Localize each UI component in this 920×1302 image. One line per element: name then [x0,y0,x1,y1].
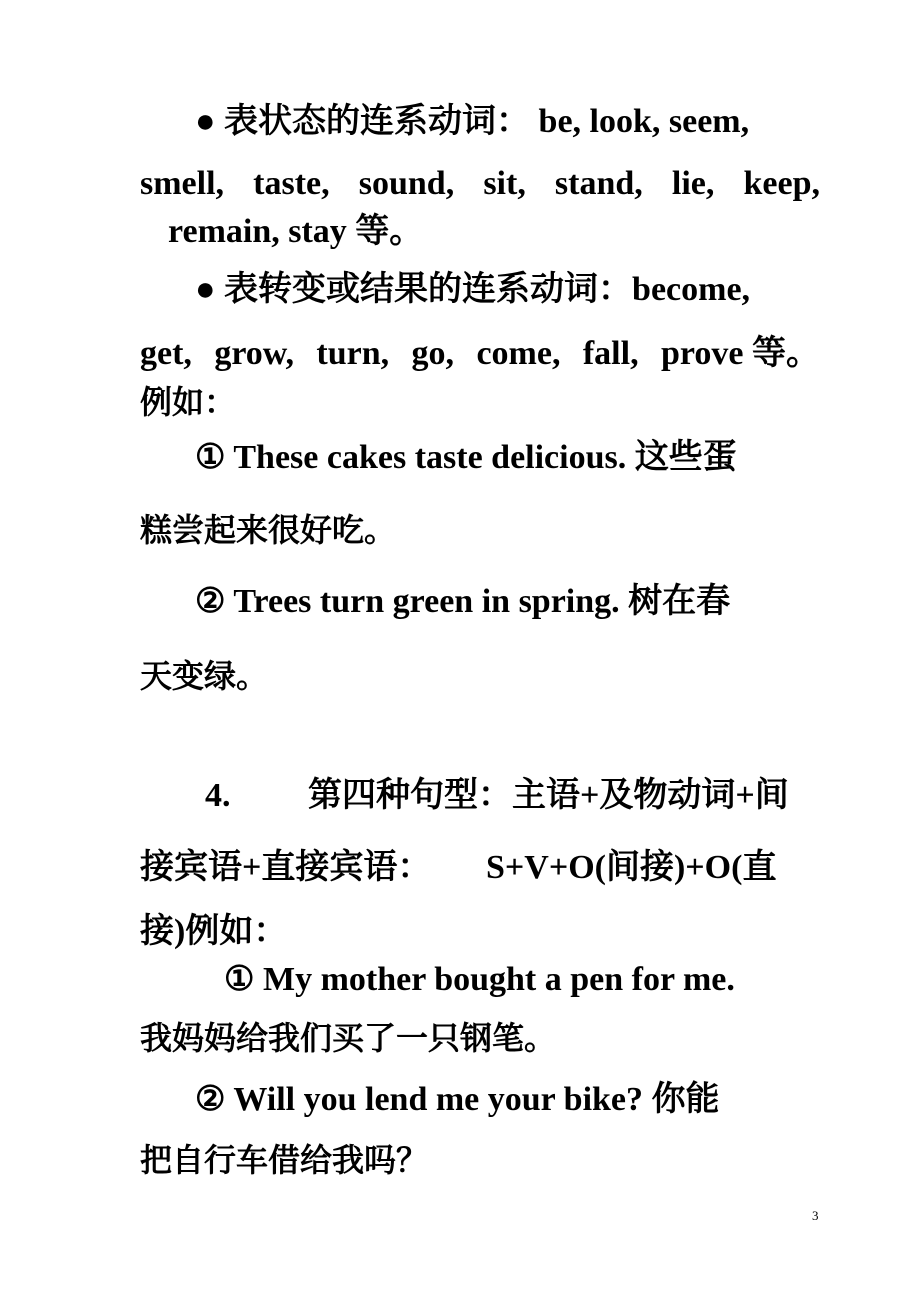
linking-verbs-change-line: ● 表转变或结果的连系动词：become, [195,271,751,308]
word: sit, [483,165,526,202]
example-1-translation: 糕尝起来很好吃。 [140,511,397,549]
word: get, [140,335,192,372]
page-number: 3 [812,1208,819,1223]
linking-verbs-state-line-3: remain, stay 等。 [168,213,424,250]
word: stand, [554,165,643,202]
example-3-text: ① My mother bought a pen for me. [224,961,735,998]
word: taste, [253,165,330,202]
word: go, [411,335,455,372]
example-3-translation: 我妈妈给我们买了一只钢笔。 [140,1019,557,1057]
section-4-heading: 第四种句型：主语+及物动词+间 [308,777,789,814]
section-4-heading-3: 接)例如： [140,913,288,950]
example-label: 例如： [140,383,237,421]
linking-verbs-change-line-2 [140,334,820,374]
example-2-translation: 天变绿。 [140,657,269,695]
example-4: ② Will you lend me your bike? 你能 [195,1081,720,1118]
word: fall, [582,335,639,372]
linking-verbs-state-line-2 [140,164,820,204]
word: sound, [358,165,455,202]
word: prove 等。 [660,335,820,372]
section-4-number: 4. [205,777,231,814]
example-3 [224,960,820,1000]
example-1: ① These cakes taste delicious. 这些蛋 [195,439,737,476]
word: smell, [140,165,225,202]
word: come, [476,335,561,372]
section-4-heading-2a: 接宾语+直接宾语： [140,849,432,886]
example-2: ② Trees turn green in spring. 树在春 [195,583,731,620]
word: turn, [316,335,390,372]
example-4-translation: 把自行车借给我吗？ [140,1141,429,1179]
word: grow, [214,335,294,372]
word: lie, [671,165,715,202]
section-4-heading-2b: S+V+O(间接)+O(直 [486,849,777,886]
word: keep, [743,165,820,202]
linking-verbs-state-line: ● 表状态的连系动词： be, look, seem, [195,103,750,140]
